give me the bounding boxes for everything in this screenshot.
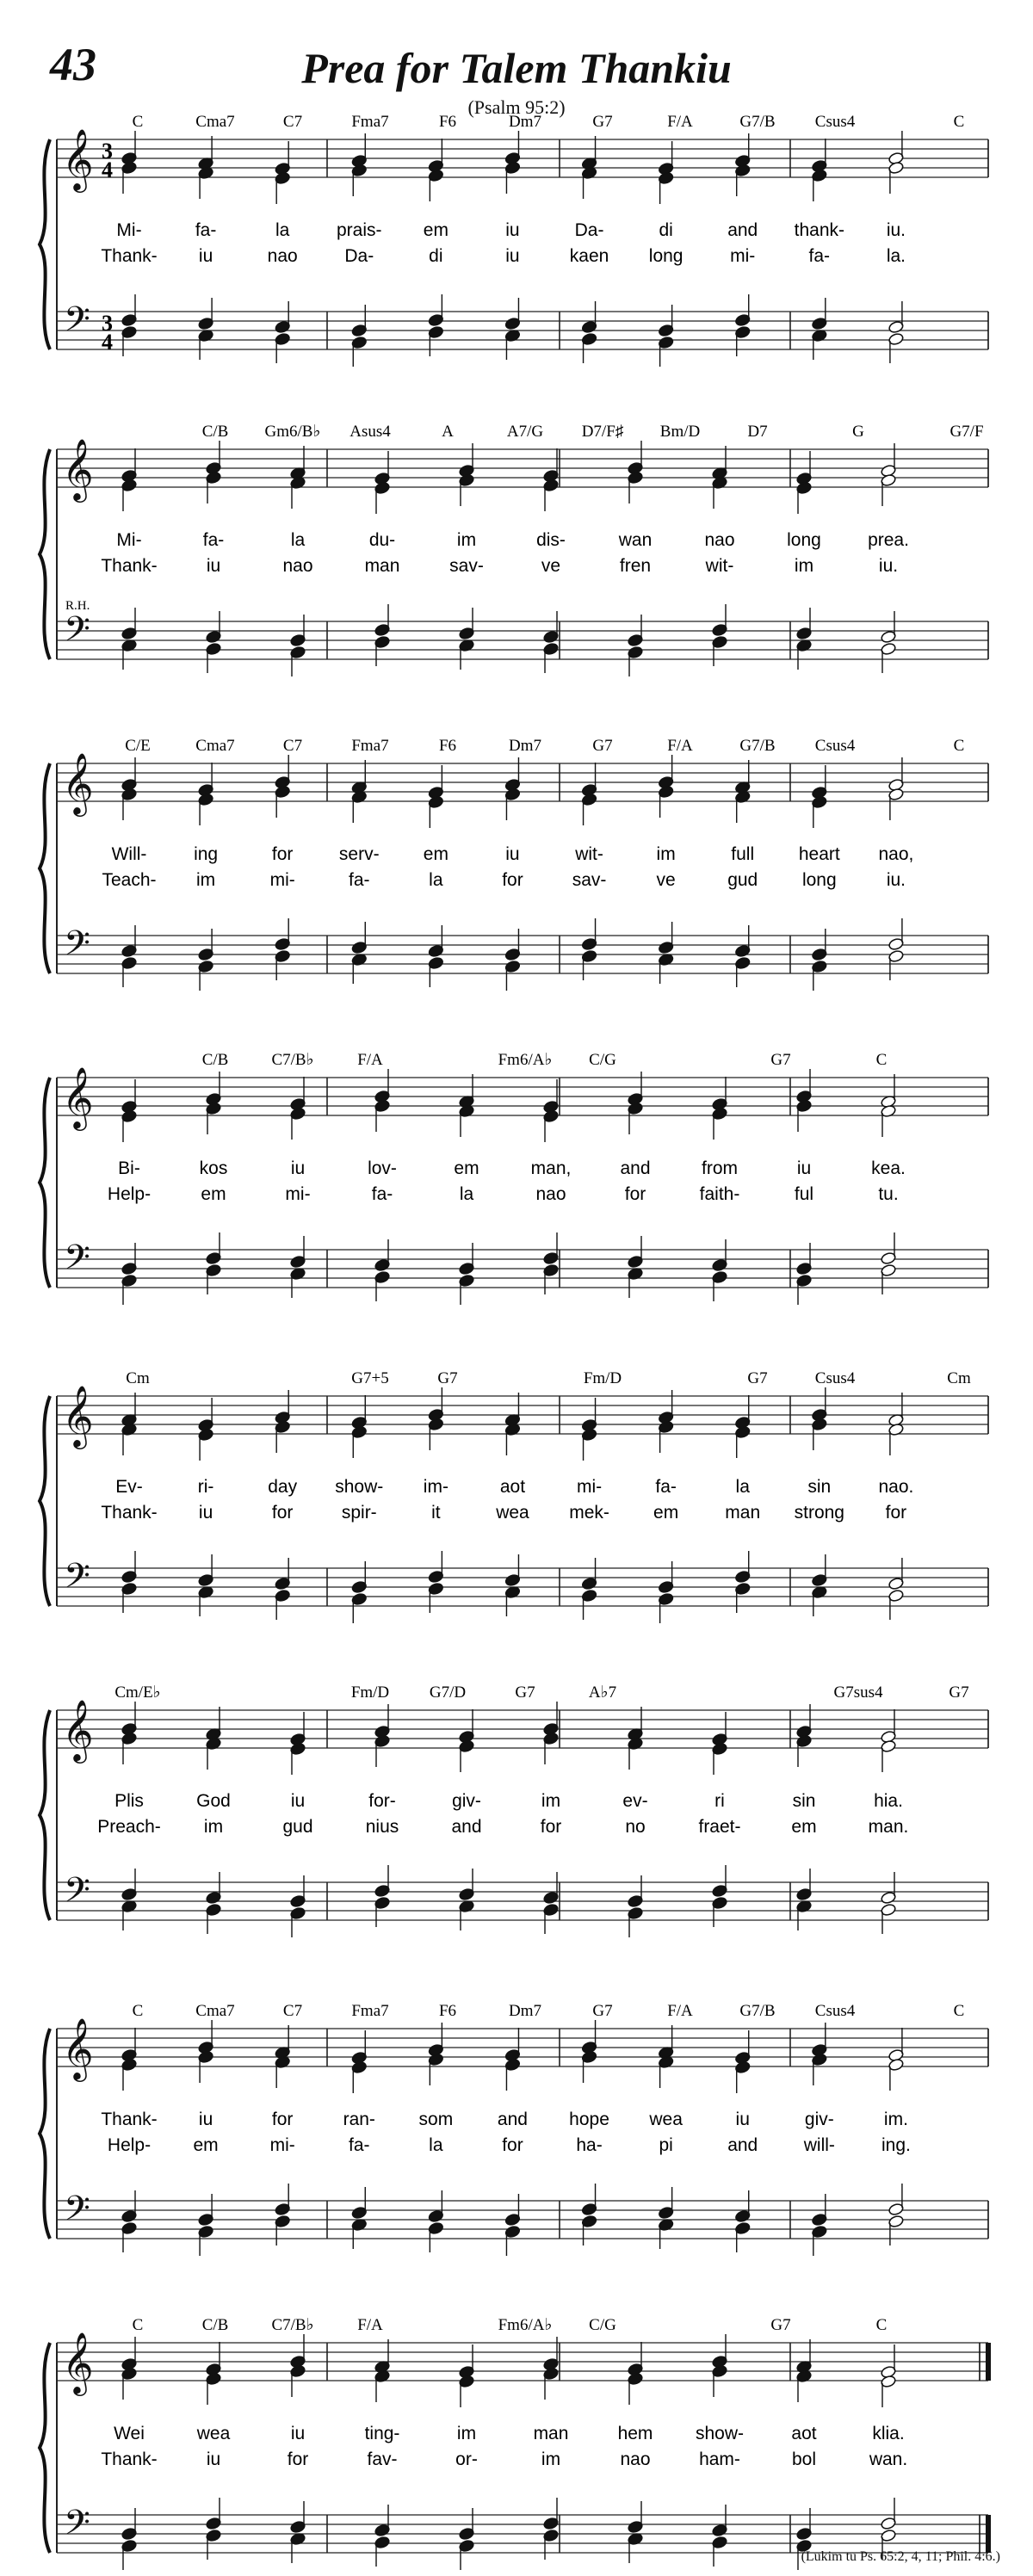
- hymn-title: Prea for Talem Thankiu: [301, 44, 732, 92]
- lyric-verse-1: ev-: [622, 1791, 648, 1811]
- chord-symbol: G7: [437, 1369, 458, 1387]
- chord-symbol: Fm6/A♭: [498, 1051, 553, 1069]
- lyric-verse-1: som: [418, 2110, 454, 2129]
- chord-symbol: C7: [282, 113, 303, 131]
- lyric-verse-2: gud: [727, 870, 758, 890]
- lyric-verse-2: nao: [535, 1184, 566, 1204]
- lyric-verse-2: iu: [198, 1503, 213, 1523]
- lyric-verse-2: will-: [803, 2135, 835, 2155]
- brace: [40, 449, 50, 659]
- bass-clef-icon: 𝄢: [64, 1556, 90, 1604]
- time-signature: 3: [102, 311, 113, 336]
- lyric-verse-1: for-: [368, 1791, 396, 1811]
- chord-symbol: C7: [282, 2002, 303, 2020]
- chord-symbol: Cma7: [195, 737, 235, 755]
- brace: [40, 1396, 50, 1606]
- chord-symbol: D7: [747, 423, 768, 441]
- lyric-verse-1: Will-: [111, 844, 147, 864]
- chord-symbol: A7/G: [506, 423, 544, 441]
- lyric-verse-2: tu.: [878, 1184, 899, 1204]
- lyric-verse-2: bol: [791, 2449, 817, 2469]
- lyric-verse-2: for: [624, 1184, 646, 1204]
- chord-symbol: C: [953, 2002, 965, 2020]
- lyric-verse-1: for: [271, 2110, 294, 2129]
- lyric-verse-1: sin: [807, 1477, 832, 1497]
- bass-clef-icon: 𝄢: [64, 609, 90, 658]
- lyric-verse-1: man: [533, 2424, 569, 2443]
- treble-clef-icon: 𝄞: [62, 751, 94, 814]
- chord-symbol: Dm7: [509, 113, 541, 131]
- lyric-verse-1: kos: [199, 1158, 228, 1178]
- lyric-verse-2: Thank-: [101, 2449, 158, 2469]
- chord-symbol: C7: [282, 737, 303, 755]
- lyric-verse-2: iu: [206, 2449, 221, 2469]
- lyric-verse-1: full: [731, 844, 755, 864]
- lyric-verse-2: or-: [455, 2449, 478, 2469]
- lyric-verse-2: Preach-: [97, 1817, 161, 1837]
- lyric-verse-1: for: [271, 844, 294, 864]
- lyric-verse-2: man: [725, 1503, 761, 1523]
- lyric-verse-1: kea.: [871, 1158, 906, 1178]
- lyric-verse-2: di: [429, 246, 443, 266]
- lyric-verse-1: fa-: [195, 220, 217, 240]
- lyric-verse-1: hia.: [874, 1791, 903, 1811]
- lyric-verse-1: im: [456, 2424, 477, 2443]
- lyric-verse-2: im: [196, 870, 216, 890]
- lyric-verse-2: long: [801, 870, 837, 890]
- lyric-verse-2: im: [203, 1817, 224, 1837]
- lyric-verse-1: dis-: [536, 530, 566, 550]
- lyric-verse-2: fren: [619, 556, 652, 576]
- lyric-verse-2: iu.: [878, 556, 899, 576]
- lyric-verse-2: fa-: [349, 870, 370, 890]
- lyric-verse-2: fraet-: [698, 1817, 741, 1837]
- lyric-verse-1: im.: [883, 2110, 908, 2129]
- lyric-verse-1: man,: [530, 1158, 572, 1178]
- lyric-verse-1: ing: [194, 844, 219, 864]
- hymn-subtitle: (Psalm 95:2): [467, 96, 566, 118]
- lyric-verse-2: spir-: [341, 1503, 377, 1523]
- lyric-verse-2: Help-: [107, 2135, 152, 2155]
- bass-clef-icon: 𝄢: [64, 300, 90, 348]
- lyric-verse-1: iu: [290, 1791, 306, 1811]
- time-signature: 3: [102, 139, 113, 164]
- chord-symbol: C: [132, 113, 144, 131]
- lyric-verse-1: iu: [198, 2110, 213, 2129]
- lyric-verse-2: iu.: [886, 870, 906, 890]
- lyric-verse-1: ri-: [197, 1477, 214, 1497]
- lyric-verse-2: strong: [794, 1503, 845, 1523]
- scripture-reference: (Lukim tu Ps. 65:2, 4, 11; Phil. 4:6.): [801, 2549, 1000, 2564]
- brace: [40, 2343, 50, 2553]
- chord-symbol: F6: [438, 2002, 457, 2020]
- lyric-verse-1: Mi-: [116, 530, 142, 550]
- lyric-verse-1: Thank-: [101, 2110, 158, 2129]
- lyric-verse-2: and: [451, 1817, 482, 1837]
- lyric-verse-2: for: [287, 2449, 309, 2469]
- lyric-verse-2: nao: [282, 556, 313, 576]
- time-signature: 4: [102, 330, 113, 355]
- chord-symbol: A: [442, 423, 454, 441]
- treble-clef-icon: 𝄞: [62, 1384, 94, 1447]
- lyric-verse-2: for: [540, 1817, 562, 1837]
- chord-symbol: G7/B: [739, 737, 776, 755]
- lyric-verse-2: Thank-: [101, 556, 158, 576]
- lyric-verse-2: man: [364, 556, 400, 576]
- chord-symbol: Cma7: [195, 2002, 235, 2020]
- lyric-verse-2: long: [648, 246, 684, 266]
- treble-clef-icon: 𝄞: [62, 1066, 94, 1128]
- lyric-verse-2: wea: [496, 1503, 529, 1523]
- lyric-verse-2: nao: [620, 2449, 651, 2469]
- lyric-verse-2: la: [429, 870, 443, 890]
- lyric-verse-1: im: [541, 1791, 561, 1811]
- lyric-verse-2: for: [502, 2135, 523, 2155]
- lyric-verse-1: Bi-: [118, 1158, 140, 1178]
- lyric-verse-1: du-: [368, 530, 396, 550]
- lyric-verse-1: di: [659, 220, 673, 240]
- lyric-verse-1: hope: [569, 2110, 609, 2129]
- chord-symbol: Dm7: [509, 2002, 541, 2020]
- lyric-verse-1: iu.: [886, 220, 906, 240]
- lyric-verse-2: for: [502, 870, 523, 890]
- lyric-verse-1: prea.: [868, 530, 909, 550]
- lyric-verse-1: la: [290, 530, 306, 550]
- bass-clef-icon: 𝄢: [64, 924, 90, 972]
- lyric-verse-1: show-: [335, 1477, 384, 1497]
- lyric-verse-2: ham-: [699, 2449, 740, 2469]
- lyric-verse-2: kaen: [569, 246, 609, 266]
- chord-symbol: G7: [770, 1051, 791, 1069]
- lyric-verse-2: gud: [282, 1817, 313, 1837]
- chord-symbol: C/B: [201, 1051, 229, 1069]
- chord-symbol: C/E: [125, 737, 151, 755]
- chord-symbol: G7: [515, 1683, 535, 1702]
- lyric-verse-2: ve: [541, 556, 561, 576]
- lyric-verse-1: serv-: [338, 844, 380, 864]
- lyric-verse-1: hem: [617, 2424, 653, 2443]
- lyric-verse-1: fa-: [202, 530, 225, 550]
- chord-symbol: G7/B: [739, 2002, 776, 2020]
- chord-symbol: G: [852, 423, 864, 441]
- chord-symbol: G7: [592, 2002, 613, 2020]
- lyric-verse-1: wea: [649, 2110, 683, 2129]
- chord-symbol: C: [132, 2316, 144, 2334]
- chord-symbol: Csus4: [814, 737, 856, 755]
- lyric-verse-2: mi-: [730, 246, 756, 266]
- lyric-verse-1: God: [196, 1791, 231, 1811]
- lyric-verse-1: wan: [618, 530, 653, 550]
- lyric-verse-1: wea: [196, 2424, 231, 2443]
- lyric-verse-2: im: [541, 2449, 561, 2469]
- lyric-verse-2: Thank-: [101, 1503, 158, 1523]
- lyric-verse-1: ting-: [364, 2424, 400, 2443]
- lyric-verse-1: iu: [735, 2110, 750, 2129]
- lyric-verse-2: la.: [886, 246, 906, 266]
- brace: [40, 2029, 50, 2239]
- chord-symbol: G7: [747, 1369, 768, 1387]
- lyric-verse-2: la: [429, 2135, 443, 2155]
- lyric-verse-1: em: [423, 220, 448, 240]
- lyric-verse-1: day: [268, 1477, 298, 1497]
- lyric-verse-2: mek-: [569, 1503, 609, 1523]
- chord-symbol: G7+5: [351, 1369, 389, 1387]
- chord-symbol: Fm/D: [583, 1369, 622, 1387]
- chord-symbol: Csus4: [814, 2002, 856, 2020]
- chord-symbol: D7/F♯: [581, 423, 624, 441]
- chord-symbol: F/A: [357, 1051, 383, 1069]
- lyric-verse-2: and: [727, 2135, 758, 2155]
- lyric-verse-1: lov-: [368, 1158, 397, 1178]
- lyric-verse-2: mi-: [269, 2135, 295, 2155]
- lyric-verse-1: show-: [695, 2424, 745, 2443]
- chord-symbol: F/A: [357, 2316, 383, 2334]
- lyric-verse-2: em: [653, 1503, 679, 1523]
- chord-symbol: C/G: [589, 2316, 616, 2334]
- chord-symbol: A♭7: [588, 1683, 617, 1702]
- chord-symbol: G7/B: [739, 113, 776, 131]
- chord-symbol: Fma7: [351, 113, 389, 131]
- chord-symbol: Fm/D: [350, 1683, 390, 1702]
- lyric-verse-2: wit-: [705, 556, 734, 576]
- lyric-verse-1: iu: [796, 1158, 812, 1178]
- lyric-verse-1: nao,: [878, 844, 914, 864]
- lyric-verse-2: iu: [198, 246, 213, 266]
- treble-clef-icon: 𝄞: [62, 2017, 94, 2079]
- lyric-verse-2: la: [459, 1184, 474, 1204]
- lyric-verse-2: nao: [267, 246, 298, 266]
- chord-symbol: C: [875, 2316, 888, 2334]
- chord-symbol: Fma7: [351, 2002, 389, 2020]
- chord-symbol: Asus4: [349, 423, 391, 441]
- chord-symbol: G7: [592, 737, 613, 755]
- chord-symbol: Fm6/A♭: [498, 2316, 553, 2334]
- chord-symbol: G7: [592, 113, 613, 131]
- treble-clef-icon: 𝄞: [62, 437, 94, 500]
- chord-symbol: G7/F: [949, 423, 984, 441]
- chord-symbol: C7/B♭: [271, 1051, 314, 1069]
- lyric-verse-2: ha-: [576, 2135, 603, 2155]
- lyric-verse-1: aot: [791, 2424, 817, 2443]
- lyric-verse-2: Da-: [344, 246, 374, 266]
- lyric-verse-2: pi: [659, 2135, 673, 2155]
- chord-symbol: C: [132, 2002, 144, 2020]
- chord-symbol: Bm/D: [659, 423, 701, 441]
- lyric-verse-1: im: [456, 530, 477, 550]
- lyric-verse-2: em: [193, 2135, 219, 2155]
- lyric-verse-1: Plis: [114, 1791, 144, 1811]
- lyric-verse-2: em: [791, 1817, 817, 1837]
- chord-symbol: G7/D: [429, 1683, 467, 1702]
- chord-symbol: Cm: [947, 1369, 971, 1387]
- lyric-verse-1: iu: [290, 2424, 306, 2443]
- lyric-verse-1: mi-: [576, 1477, 603, 1497]
- lyric-verse-1: nao: [704, 530, 735, 550]
- lyric-verse-2: for: [271, 1503, 294, 1523]
- chord-symbol: F6: [438, 737, 457, 755]
- lyric-verse-1: thank-: [794, 220, 845, 240]
- lyric-verse-1: aot: [499, 1477, 526, 1497]
- chord-symbol: C/B: [201, 423, 229, 441]
- bass-clef-icon: 𝄢: [64, 1870, 90, 1918]
- lyric-verse-1: iu: [505, 844, 520, 864]
- chord-symbol: C: [953, 113, 965, 131]
- lyric-verse-1: Wei: [114, 2424, 145, 2443]
- chord-symbol: C: [953, 737, 965, 755]
- lyric-verse-2: fa-: [808, 246, 831, 266]
- lyric-verse-2: mi-: [285, 1184, 311, 1204]
- chord-symbol: G7: [949, 1683, 969, 1702]
- lyric-verse-1: prais-: [337, 220, 382, 240]
- chord-symbol: Cm: [126, 1369, 150, 1387]
- lyric-verse-1: wit-: [575, 844, 603, 864]
- bass-clef-icon: 𝄢: [64, 2503, 90, 2551]
- lyric-verse-2: im: [794, 556, 814, 576]
- lyric-verse-1: giv-: [452, 1791, 481, 1811]
- lyric-verse-1: fa-: [655, 1477, 677, 1497]
- bass-clef-icon: 𝄢: [64, 2189, 90, 2237]
- lyric-verse-2: ful: [794, 1184, 814, 1204]
- chord-symbol: Gm6/B♭: [264, 423, 321, 441]
- lyric-verse-2: man.: [868, 1817, 909, 1837]
- chord-symbol: C7/B♭: [271, 2316, 314, 2334]
- lyric-verse-1: and: [727, 220, 758, 240]
- lyric-verse-1: Ev-: [115, 1477, 143, 1497]
- lyric-verse-2: no: [625, 1817, 646, 1837]
- lyric-verse-1: from: [702, 1158, 738, 1178]
- chord-symbol: Fma7: [351, 737, 389, 755]
- brace: [40, 763, 50, 973]
- chord-symbol: Dm7: [509, 737, 541, 755]
- lyric-verse-1: la: [735, 1477, 750, 1497]
- lyric-verse-1: im: [656, 844, 676, 864]
- chord-symbol: Csus4: [814, 1369, 856, 1387]
- lyric-verse-1: Mi-: [116, 220, 142, 240]
- hymn-number: 43: [50, 39, 96, 90]
- lyric-verse-1: iu: [505, 220, 520, 240]
- lyric-verse-1: giv-: [804, 2110, 834, 2129]
- lyric-verse-2: iu: [505, 246, 520, 266]
- lyric-verse-2: em: [201, 1184, 226, 1204]
- chord-symbol: F/A: [667, 737, 693, 755]
- lyric-verse-2: it: [431, 1503, 441, 1523]
- lyric-verse-1: nao.: [878, 1477, 914, 1497]
- lyric-verse-1: em: [423, 844, 448, 864]
- lyric-verse-1: iu: [290, 1158, 306, 1178]
- lyric-verse-2: sav-: [572, 870, 607, 890]
- lyric-verse-1: ran-: [343, 2110, 375, 2129]
- lyric-verse-2: ing.: [881, 2135, 911, 2155]
- lyric-verse-2: Thank-: [101, 246, 158, 266]
- lyric-verse-1: sin: [792, 1791, 816, 1811]
- lyric-verse-2: fa-: [349, 2135, 370, 2155]
- lyric-verse-2: iu: [206, 556, 221, 576]
- chord-symbol: F/A: [667, 113, 693, 131]
- lyric-verse-2: fav-: [367, 2449, 398, 2469]
- bass-clef-icon: 𝄢: [64, 1238, 90, 1286]
- lyric-verse-2: mi-: [269, 870, 295, 890]
- lyric-verse-1: klia.: [872, 2424, 905, 2443]
- chord-symbol: F6: [438, 113, 457, 131]
- time-signature: 4: [102, 158, 113, 182]
- chord-symbol: C: [875, 1051, 888, 1069]
- treble-clef-icon: 𝄞: [62, 127, 94, 190]
- lyric-verse-1: Da-: [574, 220, 604, 240]
- chord-symbol: Cm/E♭: [114, 1683, 161, 1702]
- chord-symbol: Csus4: [814, 113, 856, 131]
- lyric-verse-1: ri: [714, 1791, 725, 1811]
- lyric-verse-2: sav-: [449, 556, 484, 576]
- brace: [40, 139, 50, 349]
- lyric-verse-2: fa-: [371, 1184, 393, 1204]
- chord-symbol: Cma7: [195, 113, 235, 131]
- treble-clef-icon: 𝄞: [62, 2331, 94, 2394]
- lyric-verse-1: heart: [798, 844, 840, 864]
- lyric-verse-1: la: [275, 220, 290, 240]
- lyric-verse-1: em: [454, 1158, 479, 1178]
- brace: [40, 1078, 50, 1288]
- treble-clef-icon: 𝄞: [62, 1698, 94, 1761]
- lyric-verse-2: Help-: [107, 1184, 152, 1204]
- lyric-verse-2: for: [885, 1503, 907, 1523]
- rh-marking: R.H.: [65, 599, 90, 613]
- lyric-verse-1: and: [620, 1158, 651, 1178]
- brace: [40, 1710, 50, 1920]
- lyric-verse-1: and: [497, 2110, 528, 2129]
- chord-symbol: C/B: [201, 2316, 229, 2334]
- lyric-verse-1: long: [787, 530, 821, 550]
- lyric-verse-2: ve: [656, 870, 676, 890]
- lyric-verse-2: nius: [365, 1817, 399, 1837]
- lyric-verse-1: im-: [423, 1477, 448, 1497]
- chord-symbol: F/A: [667, 2002, 693, 2020]
- lyric-verse-2: Teach-: [102, 870, 157, 890]
- lyric-verse-2: wan.: [869, 2449, 908, 2469]
- chord-symbol: G7: [770, 2316, 791, 2334]
- chord-symbol: G7sus4: [833, 1683, 883, 1702]
- lyric-verse-2: faith-: [699, 1184, 740, 1204]
- chord-symbol: C/G: [589, 1051, 616, 1069]
